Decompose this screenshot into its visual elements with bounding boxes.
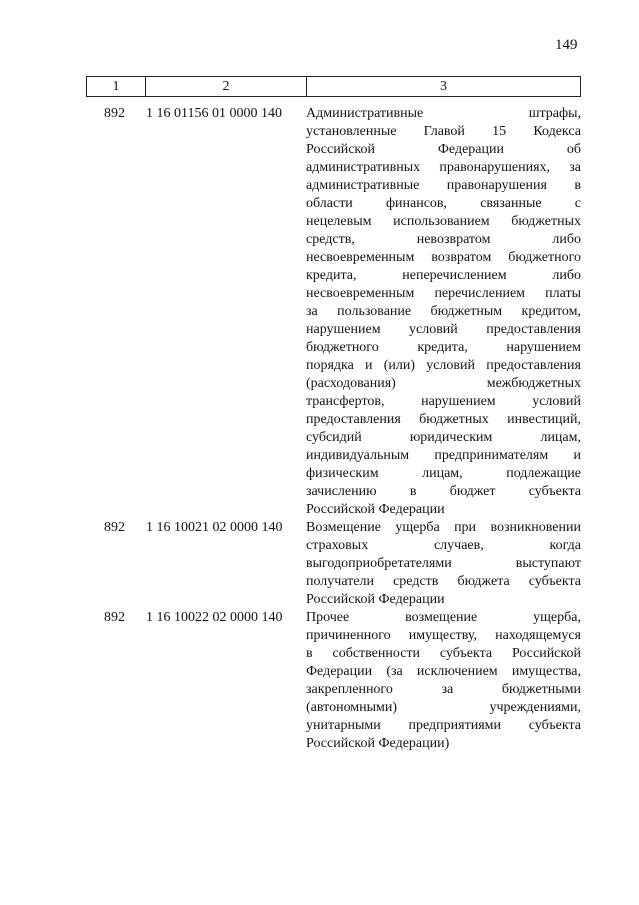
description-line: Прочее возмещение ущерба, bbox=[306, 610, 581, 625]
description-line: причиненного имуществу, находящемуся bbox=[306, 628, 581, 643]
kbk-code: 1 16 10021 02 0000 140 bbox=[146, 520, 283, 535]
description-line: выгодоприобретателями выступают bbox=[306, 556, 581, 571]
description-line: субсидий юридическим лицам, bbox=[306, 430, 581, 445]
description-line: порядка и (или) условий предоставления bbox=[306, 358, 581, 373]
column-header-table bbox=[86, 76, 581, 97]
description-line: Российской Федерации bbox=[306, 502, 445, 517]
description-line: физическим лицам, подлежащие bbox=[306, 466, 581, 481]
description-line: Федерации (за исключением имущества, bbox=[306, 664, 581, 679]
description-line: бюджетного кредита, нарушением bbox=[306, 340, 581, 355]
description-line: получатели средств бюджета субъекта bbox=[306, 574, 581, 589]
admin-code: 892 bbox=[104, 610, 125, 625]
page-number: 149 bbox=[555, 37, 578, 53]
column-header-3: 3 bbox=[307, 77, 581, 97]
description-line: зачислению в бюджет субъекта bbox=[306, 484, 581, 499]
income-description bbox=[299, 519, 581, 609]
table-row bbox=[86, 105, 581, 519]
description-line: средств, невозвратом либо bbox=[306, 232, 581, 247]
description-line: в собственности субъекта Российской bbox=[306, 646, 581, 661]
description-line: кредита, неперечислением либо bbox=[306, 268, 581, 283]
description-line: административные правонарушения в bbox=[306, 178, 581, 193]
income-description bbox=[299, 609, 581, 753]
description-line: Административные штрафы, bbox=[306, 106, 581, 121]
description-line: установленные Главой 15 Кодекса bbox=[306, 124, 581, 139]
description-line: области финансов, связанные с bbox=[306, 196, 581, 211]
description-line: Российской Федерации) bbox=[306, 736, 450, 751]
description-line: нецелевым использованием бюджетных bbox=[306, 214, 581, 229]
description-line: за пользование бюджетным кредитом, bbox=[306, 304, 581, 319]
column-header-2: 2 bbox=[146, 77, 307, 97]
description-line: (расходования) межбюджетных bbox=[306, 376, 581, 391]
description-line: предоставления бюджетных инвестиций, bbox=[306, 412, 581, 427]
kbk-code: 1 16 01156 01 0000 140 bbox=[146, 106, 282, 121]
description-line: несвоевременным возвратом бюджетного bbox=[306, 250, 581, 265]
admin-code: 892 bbox=[104, 106, 125, 121]
income-description bbox=[299, 105, 581, 519]
description-line: несвоевременным перечислением платы bbox=[306, 286, 581, 301]
description-line: (автономными) учреждениями, bbox=[306, 700, 581, 715]
description-line: трансфертов, нарушением условий bbox=[306, 394, 581, 409]
description-line: административных правонарушениях, за bbox=[306, 160, 581, 175]
kbk-code: 1 16 10022 02 0000 140 bbox=[146, 610, 283, 625]
description-line: Российской Федерации об bbox=[306, 142, 581, 157]
table-row bbox=[86, 519, 581, 609]
description-line: Возмещение ущерба при возникновении bbox=[306, 520, 581, 535]
admin-code: 892 bbox=[104, 520, 125, 535]
description-line: Российской Федерации bbox=[306, 592, 445, 607]
table-body bbox=[86, 105, 581, 753]
table-row bbox=[86, 609, 581, 753]
description-line: страховых случаев, когда bbox=[306, 538, 581, 553]
description-line: унитарными предприятиями субъекта bbox=[306, 718, 581, 733]
description-line: индивидуальным предпринимателям и bbox=[306, 448, 581, 463]
column-header-row bbox=[87, 77, 581, 97]
description-line: нарушением условий предоставления bbox=[306, 322, 581, 337]
column-header-1: 1 bbox=[87, 77, 146, 97]
description-line: закрепленного за бюджетными bbox=[306, 682, 581, 697]
